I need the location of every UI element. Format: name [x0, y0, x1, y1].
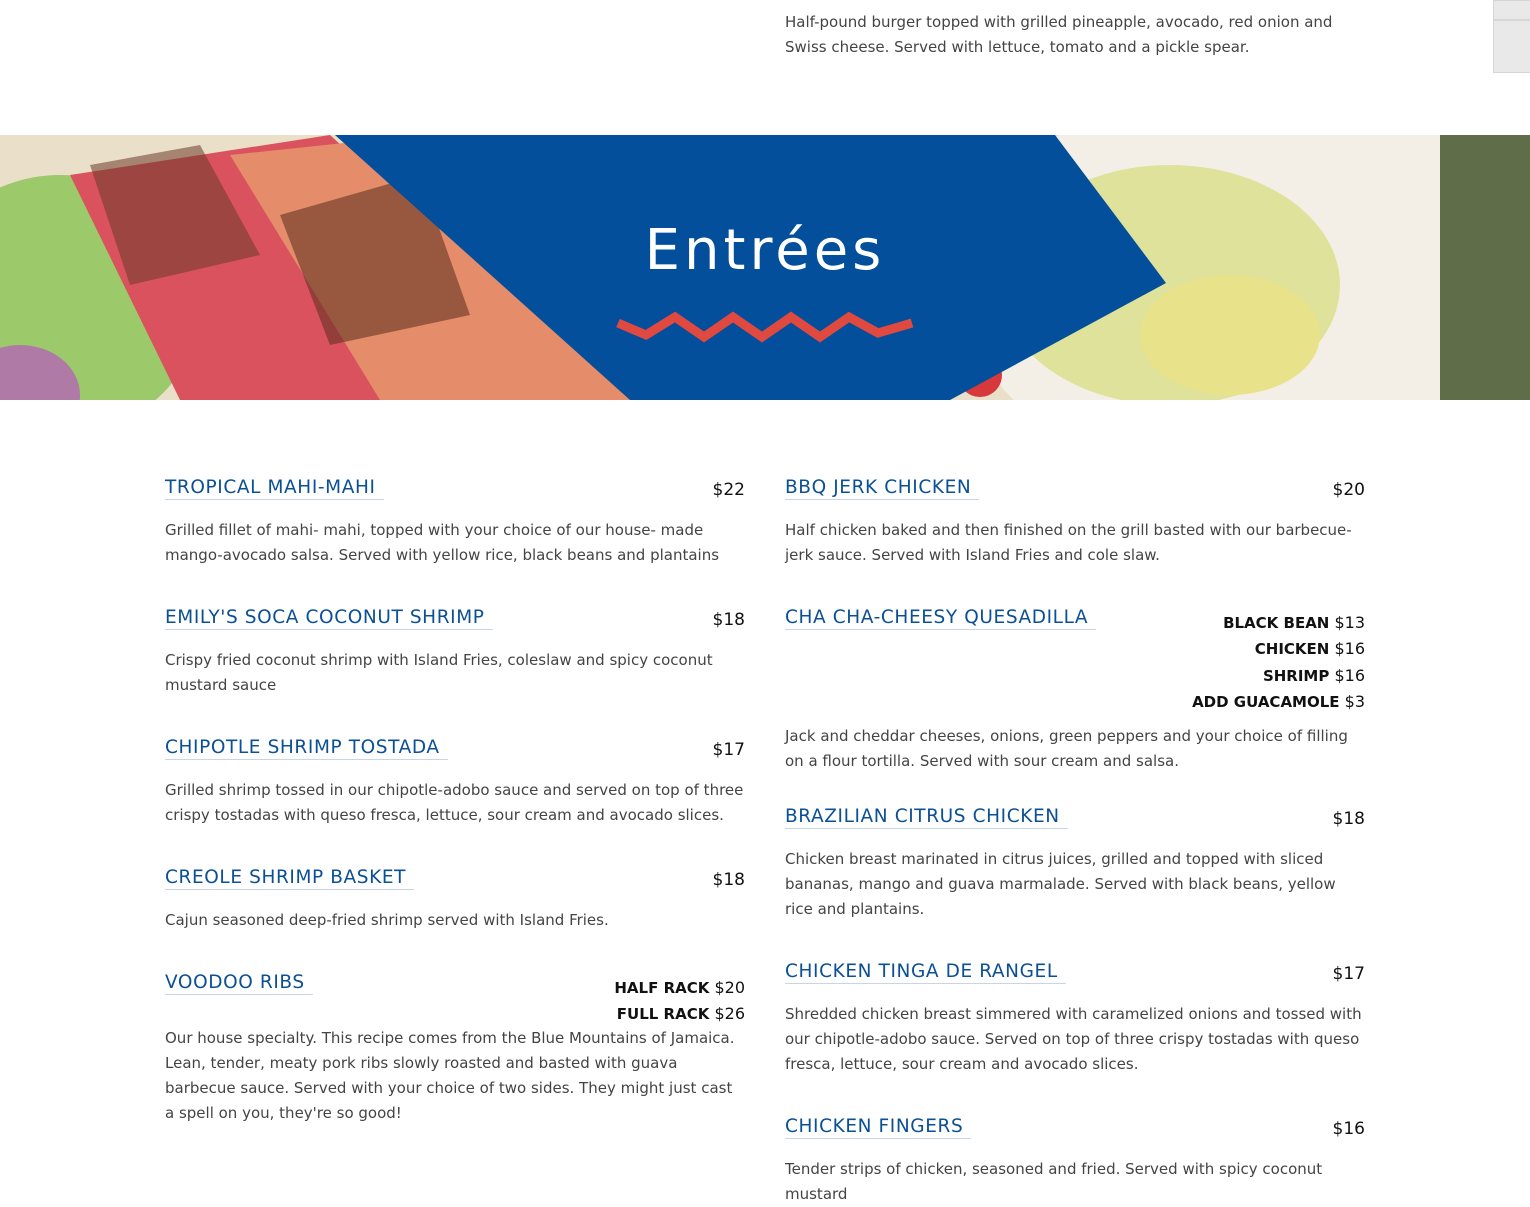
- option-price: $3: [1344, 691, 1365, 711]
- item-description: Shredded chicken breast simmered with caramelized onions and tossed with our chipotle-adobo sauce. Served on top of three crispy tostadas with queso fresca, lettuce, sour cream and avocado slices.: [785, 1005, 1362, 1073]
- item-name[interactable]: EMILY'S SOCA COCONUT SHRIMP: [165, 608, 493, 630]
- item-description: Jack and cheddar cheeses, onions, green peppers and your choice of filling on a flour tortilla. Served with sour cream and salsa.: [785, 727, 1348, 770]
- floating-tab-top[interactable]: [1493, 0, 1530, 20]
- section-title: Entrées: [644, 218, 886, 283]
- item-description: Half chicken baked and then finished on the grill basted with our barbecue-jerk sauce. Served with Island Fries and cole slaw.: [785, 521, 1352, 564]
- item-description: Crispy fried coconut shrimp with Island Fries, coleslaw and spicy coconut mustard sauce: [165, 651, 713, 694]
- item-price: $16: [1332, 1119, 1365, 1139]
- item-description: Tender strips of chicken, seasoned and fried. Served with spicy coconut mustard: [785, 1160, 1323, 1203]
- item-price: $17: [1332, 964, 1365, 984]
- item-name[interactable]: CHIPOTLE SHRIMP TOSTADA: [165, 738, 448, 760]
- menu-item: [785, 962, 1365, 1117]
- item-price: $18: [712, 870, 745, 890]
- option-price: $26: [714, 1004, 745, 1024]
- item-description: Cajun seasoned deep-fried shrimp served with Island Fries.: [165, 911, 609, 929]
- menu-item: [785, 478, 1365, 608]
- menu-column-left: [165, 478, 745, 1126]
- option-label: BLACK BEAN: [1223, 614, 1330, 632]
- option-label: ADD GUACAMOLE: [1192, 692, 1340, 711]
- menu-column-right: [785, 478, 1365, 1207]
- price-option: [1192, 689, 1365, 715]
- price-option: [614, 1001, 745, 1027]
- option-label: SHRIMP: [1262, 666, 1330, 685]
- option-price: $16: [1334, 665, 1365, 685]
- price-option: [614, 975, 745, 1001]
- item-name[interactable]: CHICKEN TINGA DE RANGEL: [785, 962, 1066, 984]
- option-price: $13: [1334, 613, 1365, 632]
- price-option: [1192, 610, 1365, 636]
- price-option: [1192, 636, 1365, 662]
- item-description: Grilled fillet of mahi- mahi, topped with your choice of our house- made mango-avocado salsa. Served with yellow rice, black beans and plantains: [165, 521, 720, 564]
- item-name[interactable]: BRAZILIAN CITRUS CHICKEN: [785, 807, 1068, 829]
- item-description: Chicken breast marinated in citrus juices, grilled and topped with sliced bananas, mango and guava marmalade. Served with black beans, yellow rice and plantains.: [785, 850, 1336, 918]
- item-name[interactable]: TROPICAL MAHI-MAHI: [165, 478, 384, 500]
- floating-tab[interactable]: [1493, 20, 1530, 73]
- item-name[interactable]: VOODOO RIBS: [165, 973, 313, 995]
- item-price: $22: [712, 480, 745, 500]
- menu-item: [785, 807, 1365, 962]
- item-price: $18: [712, 610, 745, 630]
- price-option: [1192, 663, 1365, 689]
- menu-item: [165, 973, 745, 1126]
- item-price-options: [1192, 610, 1365, 715]
- menu-item: [785, 608, 1365, 807]
- item-description: Grilled shrimp tossed in our chipotle-adobo sauce and served on top of three crispy tostadas with queso fresca, lettuce, sour cream and avocado slices.: [165, 781, 744, 824]
- option-label: HALF RACK: [614, 979, 710, 997]
- option-label: CHICKEN: [1254, 640, 1330, 659]
- item-description: Our house specialty. This recipe comes from the Blue Mountains of Jamaica. Lean, tender, meaty pork ribs slowly roasted and basted with guava barbecue sauce. Served with your choice of two sides. They might just cast a spell on you, they're so good!: [165, 1029, 735, 1122]
- item-price-options: [614, 975, 745, 1028]
- menu-item: [165, 738, 745, 868]
- item-name[interactable]: CHA CHA-CHEESY QUESADILLA: [785, 608, 1096, 630]
- item-name[interactable]: CHICKEN FINGERS: [785, 1117, 971, 1139]
- menu-item: [165, 868, 745, 973]
- section-banner: [0, 135, 1530, 400]
- item-price: $20: [1332, 480, 1365, 500]
- menu-item: [165, 478, 745, 608]
- previous-item-description: Half-pound burger topped with grilled pineapple, avocado, red onion and Swiss cheese. Served with lettuce, tomato and a pickle spear.: [785, 13, 1333, 56]
- menu-item: [165, 608, 745, 738]
- item-price: $17: [712, 740, 745, 760]
- option-label: FULL RACK: [616, 1005, 710, 1024]
- option-price: $16: [1334, 639, 1365, 659]
- menu-item: [785, 1117, 1365, 1207]
- item-price: $18: [1332, 809, 1365, 829]
- item-name[interactable]: BBQ JERK CHICKEN: [785, 478, 979, 500]
- option-price: $20: [714, 978, 745, 997]
- item-name[interactable]: CREOLE SHRIMP BASKET: [165, 868, 414, 890]
